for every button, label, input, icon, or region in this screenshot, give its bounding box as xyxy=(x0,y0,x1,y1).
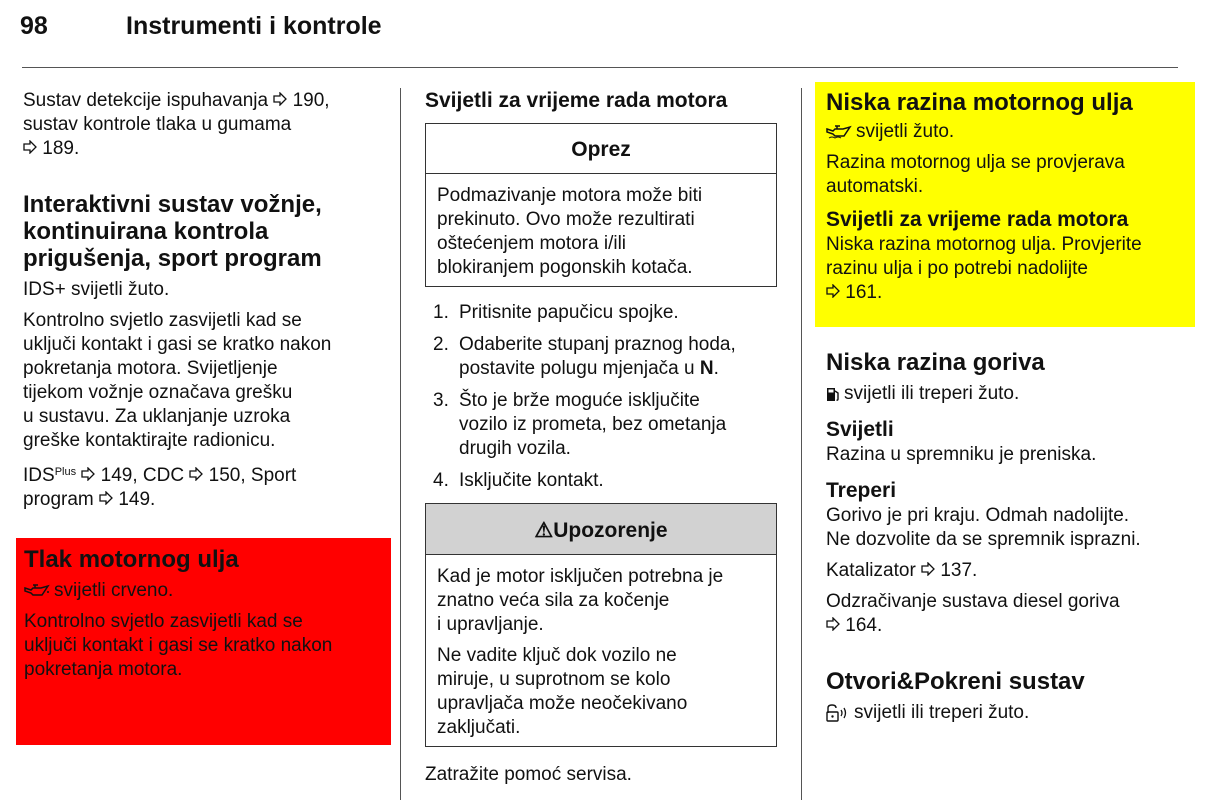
lit-heading: Svijetli xyxy=(826,418,894,441)
low-oil-heading: Niska razina motornog ulja xyxy=(826,89,1133,116)
ids-description: Kontrolno svjetlo zasvijetli kad se uključi kontakt i gasi se kratko nakon pokretanja motora. Svijetljenje tijekom vožnje označava grešku u sustavu. Za uklanjanje uzroka greške kontaktirajte radionicu. xyxy=(23,310,332,451)
list-item: 1. Pritisnite papučicu spojke. xyxy=(433,302,679,323)
column-divider-left xyxy=(400,88,401,800)
oil-can-icon xyxy=(24,584,50,598)
caution-box xyxy=(425,123,777,287)
oil-pressure-section xyxy=(16,538,391,745)
column-2 xyxy=(425,89,777,787)
list-item: 3. Što je brže moguće isključite vozilo iz prometa, bez ometanja drugih vozila. xyxy=(433,390,727,459)
open-start-status: svijetli ili treperi žuto. xyxy=(826,701,1196,725)
xref-arrow-icon xyxy=(826,617,840,631)
column-divider-right xyxy=(801,88,802,800)
service-note: Zatražite pomoć servisa. xyxy=(425,764,632,785)
warning-title: ⚠Upozorenje xyxy=(426,504,776,555)
xref-arrow-icon xyxy=(826,284,840,298)
page-title: Instrumenti i kontrole xyxy=(126,12,382,40)
caution-text: Podmazivanje motora može biti prekinuto. Ovo može rezultirati oštećenjem motora i/ili blokiranjem pogonskih kotača. xyxy=(437,185,703,278)
caution-title: Oprez xyxy=(426,124,776,174)
xref-arrow-icon xyxy=(23,140,37,154)
ids-references: $IDS^{Plus}$ 149, CDC 150, Sport program 149. xyxy=(23,465,297,510)
xref-arrow-icon xyxy=(99,491,113,505)
ids-heading: Interaktivni sustav vožnje, kontinuirana kontrola prigušenja, sport program xyxy=(23,191,322,272)
ids-status: IDS+ svijetli žuto. xyxy=(23,279,170,300)
catalyst-ref: Katalizator 137. xyxy=(826,560,978,581)
bleed-ref: Odzračivanje sustava diesel goriva 164. xyxy=(826,591,1120,636)
open-start-heading: Otvori&Pokreni sustav xyxy=(826,668,1085,695)
column-3 xyxy=(826,349,1196,725)
fuel-pump-icon xyxy=(826,386,840,402)
engine-running-heading: Svijetli za vrijeme rada motora xyxy=(425,89,728,112)
list-item: 2. Odaberite stupanj praznog hoda, postavite polugu mjenjača u N. xyxy=(433,334,736,379)
xref-arrow-icon xyxy=(81,467,95,481)
intro-paragraph: Sustav detekcije ispuhavanja 190, sustav kontrole tlaka u gumama 189. xyxy=(23,90,330,159)
xref-arrow-icon xyxy=(921,562,935,576)
low-fuel-status: svijetli ili treperi žuto. xyxy=(826,382,1196,406)
low-oil-status: svijetli žuto. xyxy=(826,120,1195,144)
low-oil-subheading: Svijetli za vrijeme rada motora xyxy=(826,208,1129,231)
warning-triangle-icon: ⚠ xyxy=(534,519,554,542)
low-fuel-heading: Niska razina goriva xyxy=(826,349,1045,376)
oil-can-icon xyxy=(826,125,852,139)
xref-arrow-icon xyxy=(273,92,287,106)
header-rule xyxy=(22,67,1178,68)
page-number: 98 xyxy=(20,12,48,40)
xref-arrow-icon xyxy=(189,467,203,481)
column-1 xyxy=(23,89,393,512)
low-oil-description: Razina motornog ulja se provjerava automatski. xyxy=(826,152,1125,197)
lit-text: Razina u spremniku je preniska. xyxy=(826,444,1097,465)
oil-pressure-description: Kontrolno svjetlo zasvijetli kad se uključi kontakt i gasi se kratko nakon pokretanja motora. xyxy=(24,611,333,680)
steps-list xyxy=(425,301,777,493)
low-oil-section xyxy=(815,82,1195,327)
oil-pressure-status: svijetli crveno. xyxy=(24,579,391,603)
warning-box xyxy=(425,503,777,747)
warning-text: Kad je motor isključen potrebna je znatno veća sila za kočenje i upravljanje. Ne vadite ključ dok vozilo ne miruje, u suprotnom se kolo upravljača može neočekivano zaključati. xyxy=(437,566,724,738)
flash-heading: Treperi xyxy=(826,479,897,502)
oil-pressure-heading: Tlak motornog ulja xyxy=(24,546,239,573)
flash-text: Gorivo je pri kraju. Odmah nadolijte. Ne dozvolite da se spremnik isprazni. xyxy=(826,505,1141,550)
low-oil-action: Niska razina motornog ulja. Provjerite razinu ulja i po potrebi nadolijte 161. xyxy=(826,234,1142,303)
keyless-key-icon xyxy=(826,704,850,722)
list-item: 4. Isključite kontakt. xyxy=(433,470,604,491)
ids-section xyxy=(23,191,393,512)
